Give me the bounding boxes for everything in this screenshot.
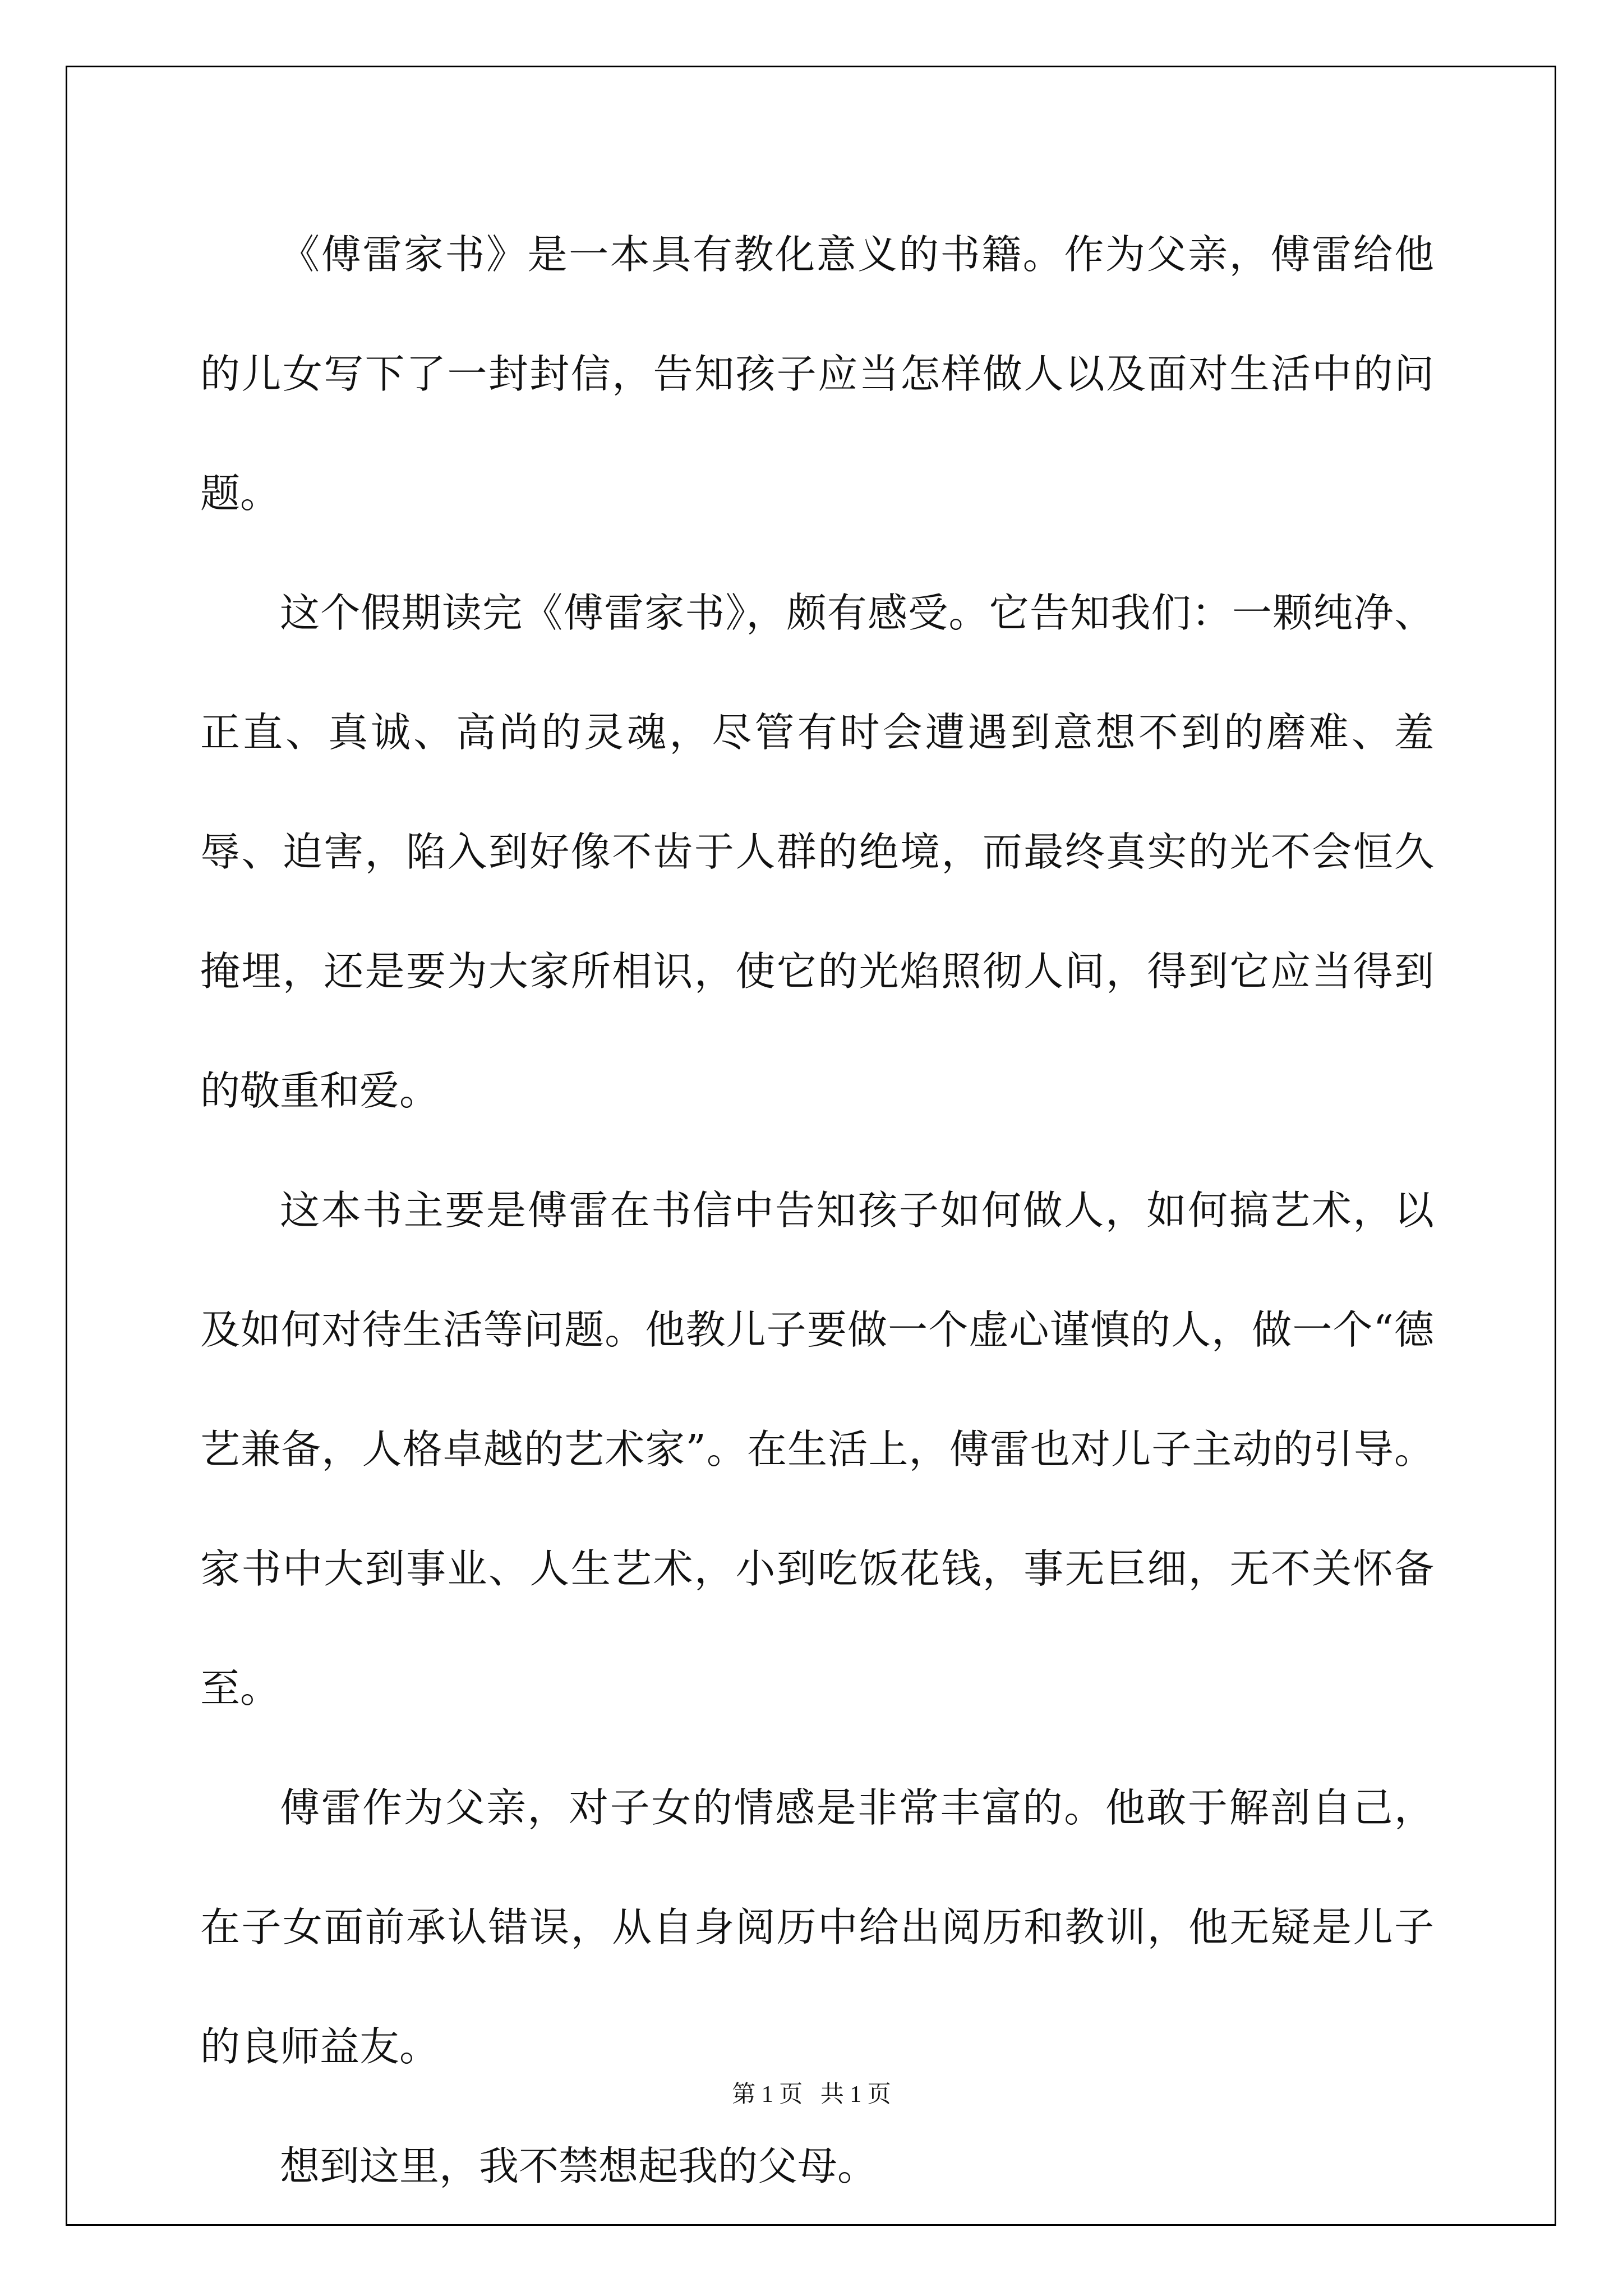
document-body — [200, 195, 1434, 2226]
paragraph-3: 这本书主要是傅雷在书信中告知孩子如何做人，如何搞艺术，以及如何对待生活等问题。他教儿子要做一个虚心谨慎的人，做一个“德艺兼备，人格卓越的艺术家”。在生活上，傅雷也对儿子主动的引导。家书中大到事业、人生艺术，小到吃饭花钱，事无巨细，无不关怀备至。 — [200, 1187, 1434, 1711]
page-number-footer: 第 1 页 共 1 页 — [732, 2082, 891, 2108]
paragraph-2: 这个假期读完《傅雷家书》，颇有感受。它告知我们：一颗纯净、正直、真诚、高尚的灵魂，尽管有时会遭遇到意想不到的磨难、羞辱、迫害，陷入到好像不齿于人群的绝境，而最终真实的光不会恒久掩埋，还是要为大家所相识，使它的光焰照彻人间，得到它应当得到的敬重和爱。 — [200, 590, 1434, 1114]
paragraph-1: 《傅雷家书》是一本具有教化意义的书籍。作为父亲，傅雷给他的儿女写下了一封封信，告知孩子应当怎样做人以及面对生活中的问题。 — [200, 231, 1434, 517]
paragraph-4: 傅雷作为父亲，对子女的情感是非常丰富的。他敢于解剖自己，在子女面前承认错误，从自身阅历中给出阅历和教训，他无疑是儿子的良师益友。 — [200, 1784, 1434, 2070]
paragraph-5: 想到这里，我不禁想起我的父母。 — [280, 2143, 878, 2189]
